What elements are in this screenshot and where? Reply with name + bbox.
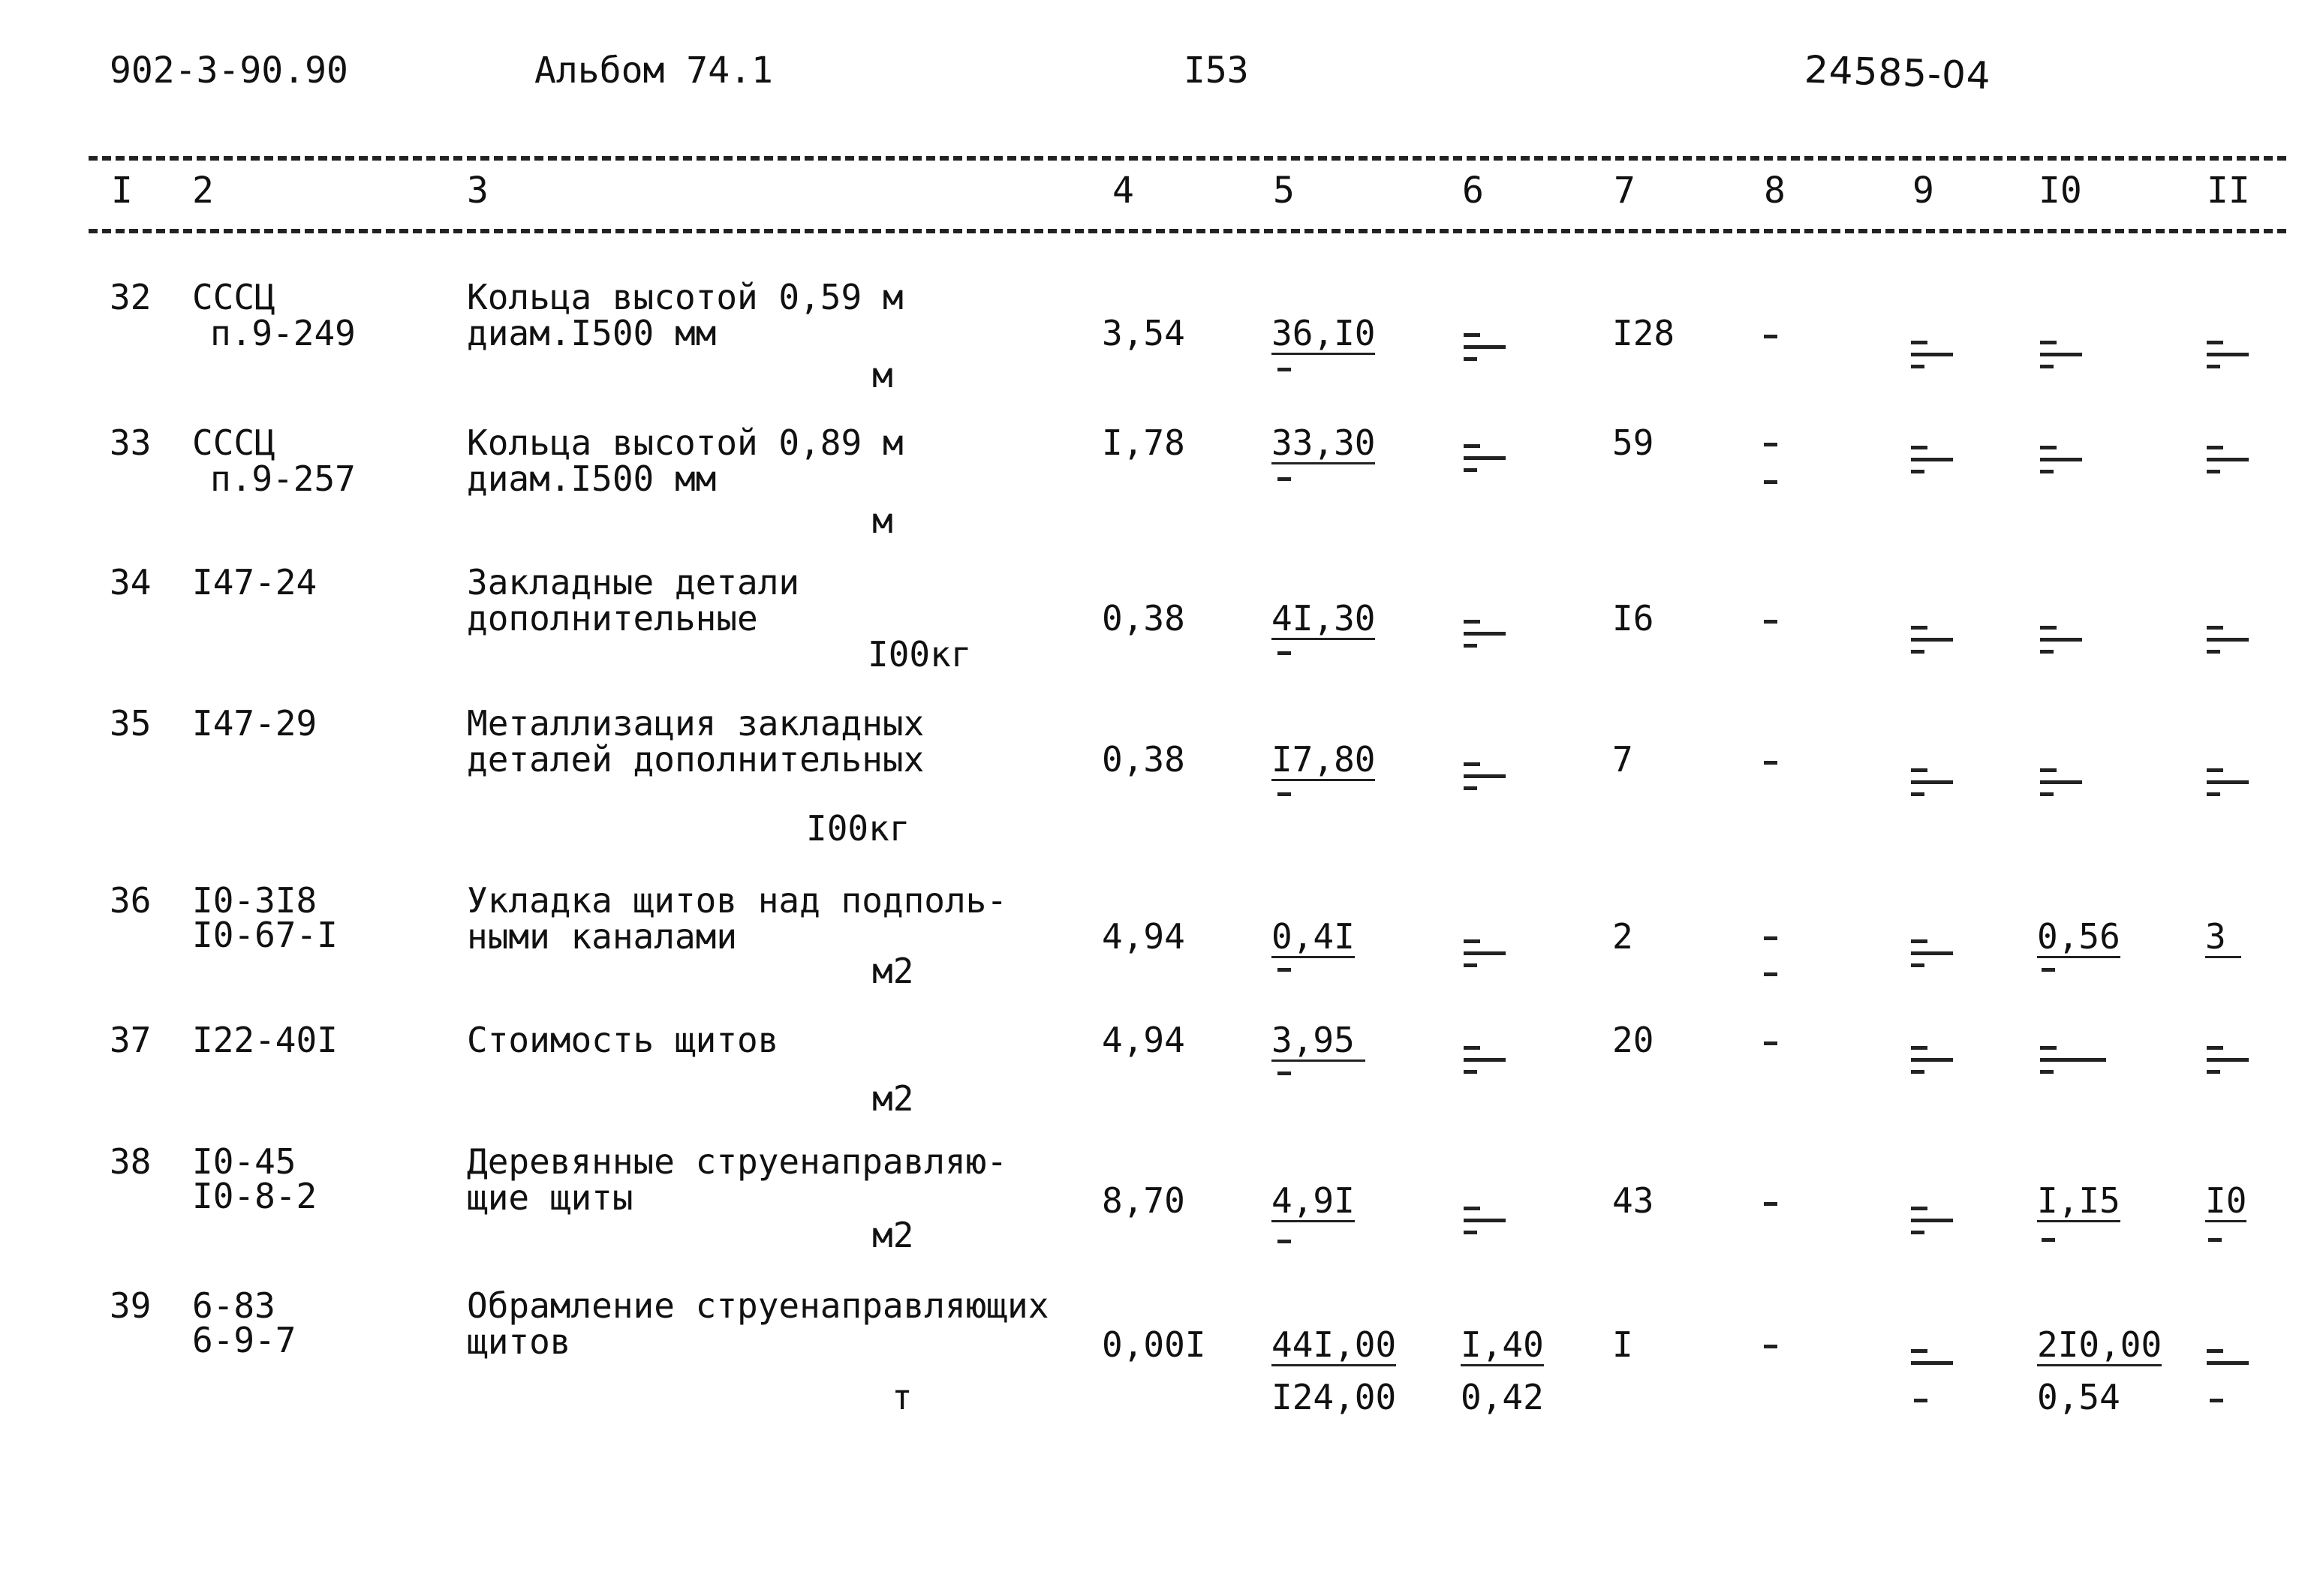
page-number: I53 — [1184, 50, 1249, 92]
work-description-line2: ными каналами — [467, 916, 738, 957]
quantity: 3,54 — [1102, 313, 1185, 353]
album-label: Альбом 74.1 — [534, 50, 773, 92]
work-description: Обрамление струенаправляющих — [467, 1285, 1049, 1326]
quantity: 8,70 — [1102, 1180, 1185, 1221]
ditto-mark — [1464, 614, 1506, 659]
wage-cost: 2I0,00 — [2037, 1324, 2162, 1365]
unit: т — [892, 1377, 913, 1417]
work-description-line2: щитов — [467, 1321, 571, 1362]
work-description-line2: щие щиты — [467, 1177, 633, 1218]
document-number: 24585-04 — [1804, 47, 1992, 98]
unit: м2 — [872, 1078, 914, 1119]
column-header-1: I — [111, 170, 133, 212]
column-header-10: I0 — [2039, 170, 2082, 212]
dash-mark — [1277, 651, 1291, 655]
ditto-mark — [2040, 440, 2082, 485]
ditto-mark — [2207, 335, 2249, 380]
quantity: 4,94 — [1102, 916, 1185, 957]
ditto-mark — [2040, 762, 2082, 807]
ditto-mark — [1464, 1201, 1506, 1246]
unit-price: 33,30 — [1271, 422, 1376, 463]
quantity: 0,38 — [1102, 598, 1185, 639]
unit-price: 0,4I — [1271, 916, 1355, 957]
dash-mark — [1277, 792, 1291, 796]
column-header-2: 2 — [192, 170, 214, 212]
total-cost: 59 — [1612, 422, 1654, 463]
unit-price: 36,I0 — [1271, 313, 1376, 353]
norm-code: I47-29 — [192, 703, 317, 744]
ditto-mark — [2040, 620, 2082, 665]
norm-code: I47-24 — [192, 562, 317, 603]
column-header-6: 6 — [1462, 170, 1484, 212]
ditto-mark — [1911, 335, 1953, 380]
dash-mark — [1764, 936, 1777, 940]
norm-code-line2: п.9-249 — [210, 313, 356, 353]
wage-total: 3 — [2205, 918, 2241, 958]
ditto-mark — [2207, 762, 2249, 807]
work-description: Закладные детали — [467, 562, 800, 603]
header-bottom-rule — [89, 229, 2286, 233]
ditto-mark — [1911, 933, 1953, 978]
dash-mark — [2042, 968, 2055, 972]
wage-total: I0 — [2205, 1180, 2247, 1221]
unit: I00кг — [868, 634, 972, 675]
ditto-mark — [1911, 762, 1953, 807]
quantity: 0,00I — [1102, 1324, 1206, 1365]
dash-mark — [1277, 368, 1291, 371]
unit: I00кг — [806, 808, 910, 849]
work-description: Кольца высотой 0,89 м — [467, 422, 904, 463]
dash-mark — [1277, 968, 1291, 972]
ditto-mark — [1911, 440, 1953, 485]
column-header-7: 7 — [1614, 170, 1635, 212]
ditto-mark — [1464, 327, 1506, 372]
dash-mark — [1914, 1399, 1927, 1402]
ditto-mark — [2207, 620, 2249, 665]
dash-mark — [1277, 477, 1291, 481]
column-header-5: 5 — [1273, 170, 1295, 212]
unit-price: 44I,00 — [1271, 1324, 1397, 1365]
norm-code-line2: I0-8-2 — [192, 1176, 317, 1216]
dash-mark — [2210, 1399, 2223, 1402]
dash-mark — [2042, 1238, 2055, 1242]
wage-cost: 0,56 — [2037, 916, 2120, 957]
quantity: 4,94 — [1102, 1020, 1185, 1060]
ditto-mark — [1911, 1343, 1953, 1366]
work-description: Укладка щитов над подполь- — [467, 880, 1008, 921]
work-description-line2: деталей дополнительных — [467, 739, 925, 780]
quantity: 0,38 — [1102, 739, 1185, 780]
unit-price: 4,9I — [1271, 1180, 1355, 1221]
row-number: 33 — [110, 422, 152, 463]
row-number: 35 — [110, 703, 152, 744]
dash-mark — [1277, 1072, 1291, 1075]
total-cost: 20 — [1612, 1020, 1654, 1060]
dash-mark — [1764, 443, 1777, 446]
ditto-mark — [1464, 756, 1506, 801]
row-number: 37 — [110, 1020, 152, 1060]
header-top-rule — [89, 156, 2286, 161]
ditto-mark — [1464, 438, 1506, 483]
norm-code-line2: I0-67-I — [192, 915, 338, 955]
ditto-mark — [1911, 1201, 1953, 1246]
unit: м2 — [872, 951, 914, 991]
dash-mark — [1277, 1240, 1291, 1243]
column-header-4: 4 — [1112, 170, 1134, 212]
ditto-mark — [1464, 933, 1506, 978]
ditto-mark — [1911, 620, 1953, 665]
dash-mark — [1764, 1345, 1777, 1348]
row-number: 34 — [110, 562, 152, 603]
total-cost: 2 — [1612, 916, 1633, 957]
wage-cost: I,I5 — [2037, 1180, 2120, 1221]
machine-cost: I,40 — [1461, 1324, 1544, 1365]
ditto-mark — [2207, 1343, 2249, 1366]
ditto-mark — [1464, 1040, 1506, 1085]
norm-code: I0-3I8 — [192, 880, 317, 921]
norm-code: СССЦ — [192, 422, 275, 463]
dash-mark — [1764, 1202, 1777, 1206]
machine-cost-line2: 0,42 — [1461, 1377, 1544, 1417]
unit: м — [872, 500, 893, 541]
unit-price: I7,80 — [1271, 739, 1376, 780]
ditto-mark — [1911, 1040, 1953, 1085]
ditto-mark — [2207, 1040, 2249, 1085]
dash-mark — [1764, 1041, 1777, 1045]
unit: м2 — [872, 1215, 914, 1255]
norm-code-line2: 6-9-7 — [192, 1320, 296, 1360]
row-number: 32 — [110, 277, 152, 317]
total-cost: I28 — [1612, 313, 1675, 353]
column-header-11: II — [2207, 170, 2250, 212]
row-number: 38 — [110, 1141, 152, 1182]
norm-code: I22-40I — [192, 1020, 338, 1060]
total-cost: 43 — [1612, 1180, 1654, 1221]
norm-code: СССЦ — [192, 277, 275, 317]
work-description-line2: диам.I500 мм — [467, 313, 717, 353]
column-header-9: 9 — [1912, 170, 1934, 212]
dash-mark — [1764, 480, 1777, 484]
norm-code: 6-83 — [192, 1285, 275, 1326]
work-description: Металлизация закладных — [467, 703, 925, 744]
unit-price-line2: I24,00 — [1271, 1377, 1397, 1417]
unit: м — [872, 355, 893, 395]
ditto-mark — [2040, 1040, 2106, 1085]
total-cost: I6 — [1612, 598, 1654, 639]
total-cost: 7 — [1612, 739, 1633, 780]
column-header-8: 8 — [1764, 170, 1786, 212]
ditto-mark — [2040, 335, 2082, 380]
work-description-line2: дополнительные — [467, 598, 758, 639]
quantity: I,78 — [1102, 422, 1185, 463]
work-description-line2: диам.I500 мм — [467, 458, 717, 499]
total-cost: I — [1612, 1324, 1633, 1365]
dash-mark — [1764, 335, 1777, 338]
ditto-mark — [2207, 440, 2249, 485]
unit-price: 3,95 — [1271, 1022, 1365, 1062]
unit-price: 4I,30 — [1271, 598, 1376, 639]
dash-mark — [1764, 972, 1777, 976]
dash-mark — [2208, 1238, 2222, 1242]
wage-cost-line2: 0,54 — [2037, 1377, 2120, 1417]
row-number: 39 — [110, 1285, 152, 1326]
norm-code: I0-45 — [192, 1141, 296, 1182]
work-description: Стоимость щитов — [467, 1020, 779, 1060]
norm-code-line2: п.9-257 — [210, 458, 356, 499]
work-description: Кольца высотой 0,59 м — [467, 277, 904, 317]
dash-mark — [1764, 620, 1777, 624]
column-header-3: 3 — [467, 170, 489, 212]
row-number: 36 — [110, 880, 152, 921]
document-code: 902-3-90.90 — [110, 50, 348, 92]
work-description: Деревянные струенаправляю- — [467, 1141, 1008, 1182]
dash-mark — [1764, 761, 1777, 765]
